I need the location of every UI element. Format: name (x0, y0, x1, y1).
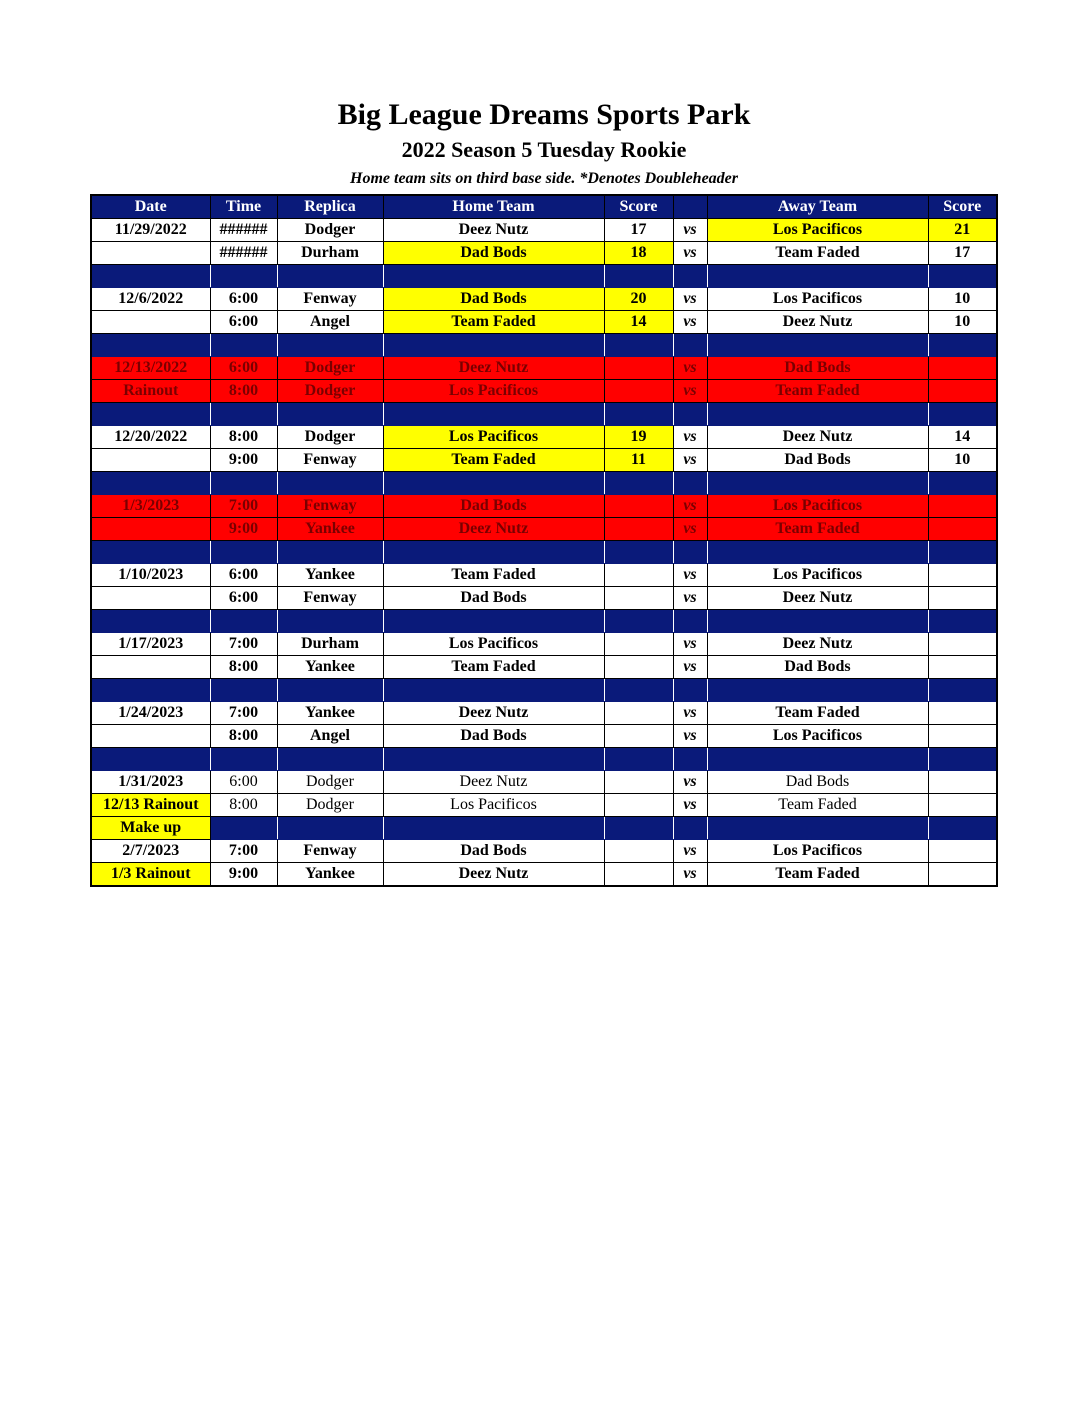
date-cell: 1/3/2023 (91, 495, 210, 518)
away-score-cell (928, 725, 997, 748)
home-team-cell: Team Faded (383, 449, 604, 472)
table-row (91, 794, 997, 817)
rainout-row (91, 357, 997, 380)
away-team-cell: Dad Bods (707, 771, 928, 794)
away-score-cell (928, 702, 997, 725)
time-cell (210, 334, 277, 357)
home-team-cell (383, 748, 604, 771)
home-team-cell (383, 265, 604, 288)
date-cell: 12/20/2022 (91, 426, 210, 449)
away-score-cell: 10 (928, 311, 997, 334)
away-team-cell: Deez Nutz (707, 311, 928, 334)
away-score-cell: 10 (928, 449, 997, 472)
replica-cell (277, 679, 383, 702)
date-cell (91, 610, 210, 633)
vs-cell (673, 610, 707, 633)
time-cell (210, 610, 277, 633)
separator-row (91, 403, 997, 426)
time-cell: 6:00 (210, 564, 277, 587)
home-team-cell: Deez Nutz (383, 219, 604, 242)
date-cell (91, 449, 210, 472)
separator-row (91, 817, 997, 840)
away-team-cell: Team Faded (707, 380, 928, 403)
away-team-cell: Team Faded (707, 863, 928, 887)
away-score-cell (928, 564, 997, 587)
replica-cell: Dodger (277, 771, 383, 794)
away-score-cell (928, 334, 997, 357)
home-score-cell (604, 633, 673, 656)
time-cell: 9:00 (210, 518, 277, 541)
vs-cell: vs (673, 564, 707, 587)
away-score-cell (928, 403, 997, 426)
separator-row (91, 679, 997, 702)
table-row (91, 656, 997, 679)
vs-cell: vs (673, 656, 707, 679)
date-cell (91, 679, 210, 702)
vs-cell (673, 403, 707, 426)
vs-cell (673, 265, 707, 288)
time-cell: 6:00 (210, 357, 277, 380)
vs-cell: vs (673, 840, 707, 863)
home-score-cell (604, 610, 673, 633)
time-cell (210, 817, 277, 840)
date-cell: 12/13/2022 (91, 357, 210, 380)
vs-cell: vs (673, 449, 707, 472)
home-score-cell (604, 334, 673, 357)
replica-cell: Dodger (277, 357, 383, 380)
time-cell: 8:00 (210, 794, 277, 817)
home-team-cell: Los Pacificos (383, 794, 604, 817)
vs-cell (673, 334, 707, 357)
away-score-cell (928, 840, 997, 863)
rainout-row (91, 495, 997, 518)
time-cell: 7:00 (210, 702, 277, 725)
away-score-cell (928, 472, 997, 495)
home-score-cell (604, 518, 673, 541)
time-cell: 8:00 (210, 725, 277, 748)
time-cell: 8:00 (210, 426, 277, 449)
away-team-cell (707, 265, 928, 288)
replica-cell: Fenway (277, 495, 383, 518)
vs-cell: vs (673, 380, 707, 403)
home-score-cell (604, 679, 673, 702)
page-subtitle: 2022 Season 5 Tuesday Rookie (401, 137, 687, 162)
time-cell: 6:00 (210, 311, 277, 334)
date-cell: 1/10/2023 (91, 564, 210, 587)
date-cell: 1/31/2023 (91, 771, 210, 794)
replica-cell: Durham (277, 633, 383, 656)
date-cell (91, 265, 210, 288)
home-team-cell: Deez Nutz (383, 518, 604, 541)
home-score-cell: 11 (604, 449, 673, 472)
replica-cell: Yankee (277, 863, 383, 887)
date-cell: 1/3 Rainout (91, 863, 210, 887)
vs-cell: vs (673, 311, 707, 334)
away-team-cell (707, 472, 928, 495)
replica-cell: Angel (277, 725, 383, 748)
date-cell: Make up (91, 817, 210, 840)
home-score-cell: 18 (604, 242, 673, 265)
replica-cell: Fenway (277, 288, 383, 311)
date-cell (91, 403, 210, 426)
away-team-cell (707, 541, 928, 564)
home-team-cell: Dad Bods (383, 495, 604, 518)
time-cell: 7:00 (210, 633, 277, 656)
away-score-cell: 21 (928, 219, 997, 242)
home-team-cell (383, 472, 604, 495)
home-score-cell (604, 702, 673, 725)
rainout-row (91, 380, 997, 403)
home-team-cell: Dad Bods (383, 840, 604, 863)
away-score-cell (928, 771, 997, 794)
home-score-cell (604, 817, 673, 840)
table-row (91, 219, 997, 242)
home-team-cell (383, 610, 604, 633)
away-team-cell: Team Faded (707, 518, 928, 541)
vs-cell (673, 472, 707, 495)
table-row (91, 449, 997, 472)
home-team-cell: Dad Bods (383, 242, 604, 265)
home-team-cell: Los Pacificos (383, 426, 604, 449)
home-score-cell (604, 794, 673, 817)
away-team-cell (707, 748, 928, 771)
away-team-cell (707, 679, 928, 702)
away-team-cell: Deez Nutz (707, 426, 928, 449)
home-team-cell (383, 817, 604, 840)
schedule-note: Home team sits on third base side. *Denotes Doubleheader (350, 170, 738, 187)
table-row (91, 242, 997, 265)
away-score-cell (928, 518, 997, 541)
away-score-cell (928, 679, 997, 702)
home-score-cell (604, 472, 673, 495)
date-cell (91, 541, 210, 564)
date-cell (91, 311, 210, 334)
date-cell: 1/24/2023 (91, 702, 210, 725)
home-score-cell (604, 748, 673, 771)
date-cell: 2/7/2023 (91, 840, 210, 863)
separator-row (91, 748, 997, 771)
home-score-cell (604, 380, 673, 403)
away-team-cell: Dad Bods (707, 656, 928, 679)
date-cell (91, 748, 210, 771)
home-team-cell: Dad Bods (383, 288, 604, 311)
page-title: Big League Dreams Sports Park (337, 98, 751, 131)
home-team-cell: Dad Bods (383, 725, 604, 748)
vs-cell: vs (673, 495, 707, 518)
table-row (91, 725, 997, 748)
replica-cell (277, 541, 383, 564)
separator-row (91, 541, 997, 564)
home-score-cell (604, 863, 673, 887)
replica-cell: Yankee (277, 518, 383, 541)
replica-cell: Dodger (277, 380, 383, 403)
replica-cell: Angel (277, 311, 383, 334)
replica-cell (277, 817, 383, 840)
home-score-cell (604, 656, 673, 679)
date-cell (91, 587, 210, 610)
replica-cell: Dodger (277, 426, 383, 449)
vs-cell (673, 541, 707, 564)
vs-cell: vs (673, 863, 707, 887)
separator-row (91, 610, 997, 633)
vs-cell: vs (673, 357, 707, 380)
rainout-row (91, 518, 997, 541)
home-team-cell: Team Faded (383, 311, 604, 334)
away-score-cell: 10 (928, 288, 997, 311)
replica-cell: Fenway (277, 840, 383, 863)
date-cell (91, 242, 210, 265)
table-row (91, 311, 997, 334)
vs-cell: vs (673, 518, 707, 541)
vs-cell (673, 748, 707, 771)
away-score-cell (928, 541, 997, 564)
vs-cell: vs (673, 794, 707, 817)
header-time: Time (210, 195, 277, 219)
replica-cell: Yankee (277, 564, 383, 587)
home-score-cell (604, 265, 673, 288)
date-cell: 11/29/2022 (91, 219, 210, 242)
header-away-score: Score (928, 195, 997, 219)
away-score-cell (928, 495, 997, 518)
away-score-cell (928, 794, 997, 817)
away-team-cell: Los Pacificos (707, 840, 928, 863)
separator-row (91, 265, 997, 288)
date-cell: 12/13 Rainout (91, 794, 210, 817)
away-team-cell: Dad Bods (707, 357, 928, 380)
vs-cell (673, 817, 707, 840)
time-cell (210, 748, 277, 771)
away-team-cell: Deez Nutz (707, 633, 928, 656)
replica-cell: Durham (277, 242, 383, 265)
home-score-cell: 19 (604, 426, 673, 449)
time-cell: 8:00 (210, 656, 277, 679)
replica-cell (277, 472, 383, 495)
away-team-cell (707, 403, 928, 426)
away-team-cell: Team Faded (707, 702, 928, 725)
away-score-cell (928, 633, 997, 656)
replica-cell (277, 610, 383, 633)
vs-cell: vs (673, 587, 707, 610)
time-cell (210, 403, 277, 426)
replica-cell: Yankee (277, 656, 383, 679)
vs-cell: vs (673, 288, 707, 311)
away-team-cell: Los Pacificos (707, 495, 928, 518)
header-row (91, 195, 997, 219)
home-score-cell (604, 564, 673, 587)
away-team-cell: Deez Nutz (707, 587, 928, 610)
home-score-cell: 20 (604, 288, 673, 311)
replica-cell (277, 748, 383, 771)
time-cell: 9:00 (210, 863, 277, 887)
header-vs (673, 195, 707, 219)
away-team-cell (707, 334, 928, 357)
away-score-cell (928, 380, 997, 403)
time-cell: 7:00 (210, 840, 277, 863)
header-away-team: Away Team (707, 195, 928, 219)
time-cell: 9:00 (210, 449, 277, 472)
home-score-cell: 14 (604, 311, 673, 334)
time-cell: ###### (210, 219, 277, 242)
table-row (91, 702, 997, 725)
home-team-cell (383, 679, 604, 702)
vs-cell: vs (673, 725, 707, 748)
home-team-cell: Los Pacificos (383, 380, 604, 403)
away-score-cell (928, 817, 997, 840)
home-team-cell: Deez Nutz (383, 357, 604, 380)
away-team-cell (707, 817, 928, 840)
away-team-cell (707, 610, 928, 633)
away-score-cell: 14 (928, 426, 997, 449)
away-team-cell: Team Faded (707, 794, 928, 817)
home-team-cell: Deez Nutz (383, 771, 604, 794)
vs-cell: vs (673, 633, 707, 656)
table-row (91, 771, 997, 794)
table-row (91, 288, 997, 311)
home-team-cell (383, 403, 604, 426)
away-team-cell: Dad Bods (707, 449, 928, 472)
table-row (91, 840, 997, 863)
home-score-cell: 17 (604, 219, 673, 242)
away-team-cell: Los Pacificos (707, 725, 928, 748)
home-score-cell (604, 840, 673, 863)
time-cell: 6:00 (210, 587, 277, 610)
replica-cell: Yankee (277, 702, 383, 725)
table-row (91, 587, 997, 610)
home-score-cell (604, 403, 673, 426)
date-cell: 1/17/2023 (91, 633, 210, 656)
schedule-body (91, 219, 997, 887)
table-row (91, 564, 997, 587)
home-score-cell (604, 541, 673, 564)
time-cell (210, 472, 277, 495)
away-score-cell (928, 656, 997, 679)
away-score-cell: 17 (928, 242, 997, 265)
table-row (91, 863, 997, 887)
time-cell (210, 679, 277, 702)
away-score-cell (928, 357, 997, 380)
home-team-cell: Deez Nutz (383, 702, 604, 725)
home-team-cell: Dad Bods (383, 587, 604, 610)
separator-row (91, 334, 997, 357)
time-cell: 6:00 (210, 771, 277, 794)
replica-cell (277, 334, 383, 357)
replica-cell: Fenway (277, 587, 383, 610)
schedule-table (90, 194, 998, 887)
away-score-cell (928, 610, 997, 633)
home-score-cell (604, 587, 673, 610)
vs-cell: vs (673, 702, 707, 725)
table-row (91, 426, 997, 449)
time-cell: 7:00 (210, 495, 277, 518)
date-cell: 12/6/2022 (91, 288, 210, 311)
header-replica: Replica (277, 195, 383, 219)
time-cell (210, 541, 277, 564)
date-cell (91, 725, 210, 748)
time-cell: ###### (210, 242, 277, 265)
away-score-cell (928, 587, 997, 610)
home-score-cell (604, 725, 673, 748)
vs-cell: vs (673, 242, 707, 265)
replica-cell: Dodger (277, 219, 383, 242)
date-cell (91, 656, 210, 679)
home-score-cell (604, 495, 673, 518)
home-team-cell (383, 541, 604, 564)
home-team-cell (383, 334, 604, 357)
header-home-team: Home Team (383, 195, 604, 219)
date-cell (91, 518, 210, 541)
away-team-cell: Los Pacificos (707, 288, 928, 311)
header-date: Date (91, 195, 210, 219)
home-score-cell (604, 357, 673, 380)
replica-cell (277, 403, 383, 426)
away-team-cell: Los Pacificos (707, 219, 928, 242)
header-home-score: Score (604, 195, 673, 219)
time-cell: 8:00 (210, 380, 277, 403)
replica-cell: Fenway (277, 449, 383, 472)
away-score-cell (928, 863, 997, 887)
separator-row (91, 472, 997, 495)
time-cell (210, 265, 277, 288)
replica-cell: Dodger (277, 794, 383, 817)
home-team-cell: Team Faded (383, 564, 604, 587)
vs-cell: vs (673, 426, 707, 449)
home-team-cell: Team Faded (383, 656, 604, 679)
vs-cell (673, 679, 707, 702)
time-cell: 6:00 (210, 288, 277, 311)
home-team-cell: Los Pacificos (383, 633, 604, 656)
away-team-cell: Team Faded (707, 242, 928, 265)
home-team-cell: Deez Nutz (383, 863, 604, 887)
away-team-cell: Los Pacificos (707, 564, 928, 587)
replica-cell (277, 265, 383, 288)
vs-cell: vs (673, 771, 707, 794)
date-cell: Rainout (91, 380, 210, 403)
away-score-cell (928, 748, 997, 771)
home-score-cell (604, 771, 673, 794)
date-cell (91, 472, 210, 495)
vs-cell: vs (673, 219, 707, 242)
table-row (91, 633, 997, 656)
date-cell (91, 334, 210, 357)
away-score-cell (928, 265, 997, 288)
